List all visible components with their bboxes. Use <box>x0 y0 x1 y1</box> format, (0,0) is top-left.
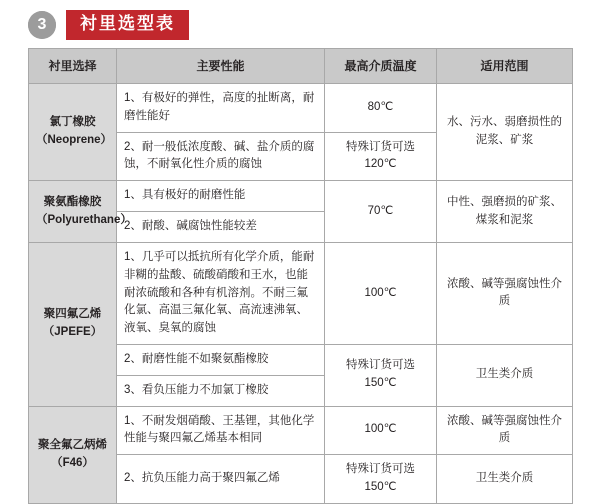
max-temp-line1: 70℃ <box>367 204 394 217</box>
lining-name-line1: 聚四氟乙烯 <box>43 308 102 321</box>
performance-cell: 1、具有极好的耐磨性能 <box>117 181 325 212</box>
page-title: 衬里选型表 <box>66 10 189 40</box>
lining-name-line2: （Polyurethane） <box>36 213 132 226</box>
lining-name-f46 <box>29 406 117 503</box>
max-temp-cell <box>325 181 437 243</box>
section-header <box>28 8 189 42</box>
scope-cell: 中性、强磨损的矿浆、煤浆和泥浆 <box>437 181 573 243</box>
scope-cell: 卫生类介质 <box>437 455 573 504</box>
scope-cell: 浓酸、碱等强腐蚀性介质 <box>437 406 573 455</box>
table-header-row <box>29 49 573 84</box>
lining-name-ptfe <box>29 242 117 406</box>
performance-cell: 2、耐酸、碱腐蚀性能较差 <box>117 212 325 243</box>
performance-cell: 1、几乎可以抵抗所有化学介质，能耐非糊的盐酸、硫酸硝酸和王水，也能耐浓硫酸和各种有机溶剂。不耐三氟化氯、高温三氟化氧、高流速沸氧、液氧、臭氧的腐蚀 <box>117 242 325 344</box>
table-row <box>29 181 573 212</box>
max-temp-line1: 特殊订货可选 <box>346 463 415 476</box>
section-number-badge: 3 <box>28 11 56 39</box>
scope-cell: 水、污水、弱磨损性的泥浆、矿浆 <box>437 84 573 181</box>
lining-name-neoprene <box>29 84 117 181</box>
column-header-performance: 主要性能 <box>117 49 325 84</box>
performance-cell: 2、耐一般低浓度酸、碱、盐介质的腐蚀，不耐氧化性介质的腐蚀 <box>117 132 325 181</box>
lining-name-line2: （F46） <box>51 456 94 469</box>
max-temp-cell <box>325 455 437 504</box>
scope-cell: 卫生类介质 <box>437 344 573 406</box>
max-temp-line2: 150℃ <box>364 481 397 493</box>
table-row <box>29 406 573 455</box>
performance-cell: 1、有极好的弹性，高度的扯断离，耐磨性能好 <box>117 84 325 133</box>
lining-name-line1: 氯丁橡胶 <box>49 116 96 129</box>
max-temp-line1: 100℃ <box>364 423 397 436</box>
column-header-lining: 衬里选择 <box>29 49 117 84</box>
table-body <box>29 84 573 504</box>
lining-selection-table <box>28 48 573 504</box>
performance-cell: 2、抗负压能力高于聚四氟乙烯 <box>117 455 325 504</box>
max-temp-cell <box>325 242 437 344</box>
max-temp-line1: 100℃ <box>364 286 397 299</box>
column-header-scope: 适用范围 <box>437 49 573 84</box>
table-header <box>29 49 573 84</box>
table-row <box>29 84 573 133</box>
column-header-max-temp: 最高介质温度 <box>325 49 437 84</box>
max-temp-cell <box>325 84 437 133</box>
max-temp-line2: 150℃ <box>364 377 397 390</box>
lining-name-line1: 聚全氟乙炳烯 <box>38 438 107 451</box>
max-temp-cell <box>325 344 437 406</box>
performance-cell: 2、耐磨性能不如聚氨酯橡胶 <box>117 344 325 375</box>
table-row <box>29 242 573 344</box>
max-temp-cell <box>325 406 437 455</box>
lining-name-line2: （Neoprene） <box>36 134 113 147</box>
performance-cell: 1、不耐发烟硝酸、王基锂，其他化学性能与聚四氟乙烯基本相同 <box>117 406 325 455</box>
lining-name-line2: （JPEFE） <box>42 326 103 339</box>
max-temp-cell <box>325 132 437 181</box>
max-temp-line2: 120℃ <box>364 158 397 171</box>
lining-selection-table-wrap <box>28 48 572 504</box>
performance-cell: 3、看负压能力不加氯丁橡胶 <box>117 375 325 406</box>
scope-cell: 浓酸、碱等强腐蚀性介质 <box>437 242 573 344</box>
max-temp-line1: 特殊订货可选 <box>346 359 415 372</box>
max-temp-line1: 特殊订货可选 <box>346 140 415 153</box>
lining-name-line1: 聚氨酯橡胶 <box>43 195 102 208</box>
max-temp-line1: 80℃ <box>367 100 394 113</box>
lining-name-polyurethane <box>29 181 132 243</box>
